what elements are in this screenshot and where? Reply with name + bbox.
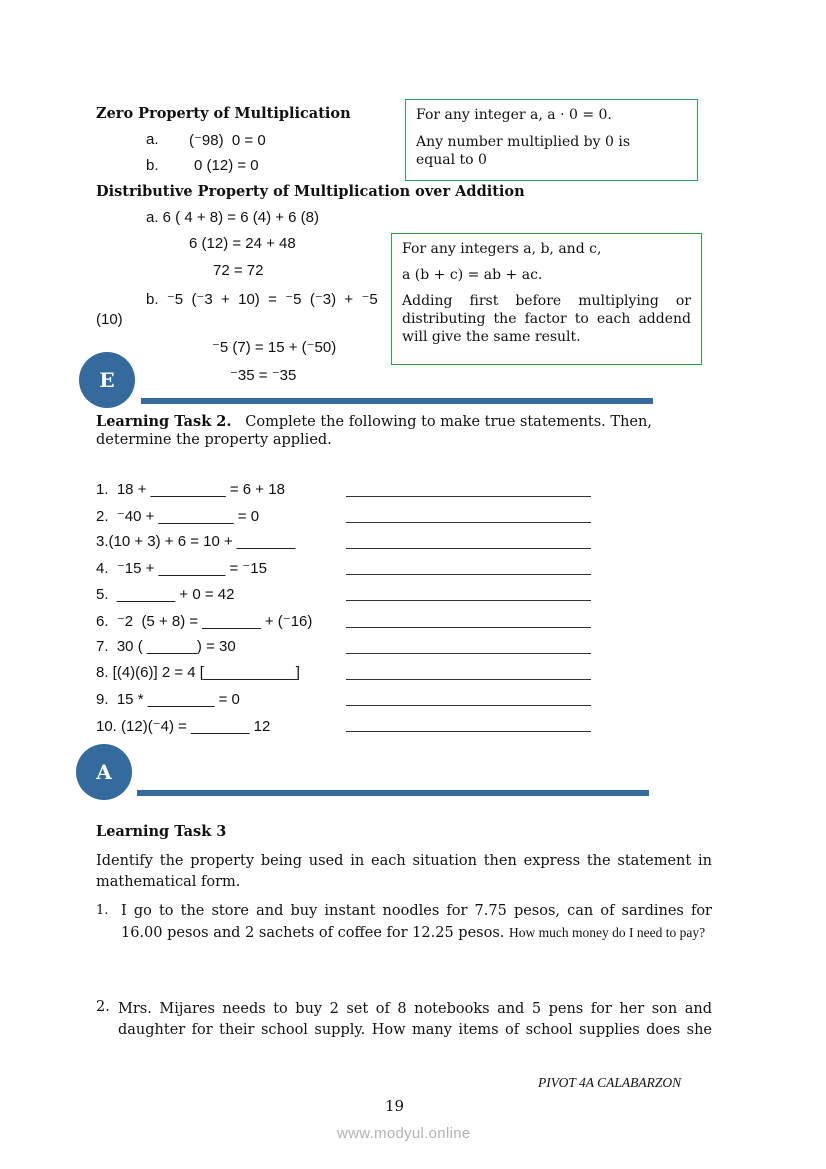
task2-answer-blank-10[interactable] bbox=[346, 731, 591, 732]
zero-box-line2: Any number multiplied by 0 is equal to 0 bbox=[416, 134, 631, 168]
distributive-example-a-line2: 6 (12) = 24 + 48 bbox=[189, 235, 296, 252]
zero-box-line1: For any integer a, a · 0 = 0. bbox=[416, 107, 612, 123]
task3-problem-1-question: How much money do I need to pay? bbox=[509, 925, 706, 940]
learning-task-2-intro bbox=[96, 413, 666, 449]
distributive-property-heading: Distributive Property of Multiplication over Addition bbox=[96, 183, 525, 200]
distributive-example-a-line3: 72 = 72 bbox=[213, 262, 264, 279]
task3-problem-1-text: I go to the store and buy instant noodles for 7.75 pesos, can of sardines for 16.00 pesos and 2 sachets of coffee for 12.25 pesos. bbox=[121, 903, 712, 941]
distributive-example-b-line3: ⁻35 = ⁻35 bbox=[230, 367, 297, 384]
task2-item-5: 5. _______ + 0 = 42 bbox=[96, 586, 235, 603]
task3-problem-2-number: 2. bbox=[96, 999, 110, 1015]
task2-answer-blank-2[interactable] bbox=[346, 522, 591, 523]
task2-item-4: 4. ⁻15 + ________ = ⁻15 bbox=[96, 560, 267, 577]
distributive-example-b-line1: b. ⁻5 (⁻3 + 10) = ⁻5 (⁻3) + ⁻5 bbox=[146, 291, 378, 308]
zero-example-b-label: b. bbox=[146, 157, 159, 174]
zero-property-definition-box bbox=[405, 99, 698, 181]
task2-answer-blank-7[interactable] bbox=[346, 653, 591, 654]
task2-item-7: 7. 30 ( ______) = 30 bbox=[96, 638, 236, 655]
section-a-divider bbox=[137, 790, 649, 796]
zero-example-b: 0 (12) = 0 bbox=[194, 157, 259, 174]
task2-answer-blank-4[interactable] bbox=[346, 574, 591, 575]
task2-item-3: 3.(10 + 3) + 6 = 10 + _______ bbox=[96, 533, 296, 550]
distributive-example-b-line2: ⁻5 (7) = 15 + (⁻50) bbox=[212, 339, 337, 356]
task2-item-1: 1. 18 + _________ = 6 + 18 bbox=[96, 481, 285, 498]
task3-problem-2-text: Mrs. Mijares needs to buy 2 set of 8 notebooks and 5 pens for her son and daughter for their school supply. How many items of school supplies does she bbox=[118, 1001, 712, 1038]
task2-answer-blank-3[interactable] bbox=[346, 548, 591, 549]
learning-task-3-title: Learning Task 3 bbox=[96, 823, 227, 840]
distributive-box-line1: For any integers a, b, and c, bbox=[402, 241, 602, 257]
zero-property-heading: Zero Property of Multiplication bbox=[96, 105, 351, 122]
learning-task-2-title: Learning Task 2. bbox=[96, 413, 232, 430]
distributive-box-line3: Adding first before multiplying or distributing the factor to each addend will give the same result. bbox=[402, 293, 691, 345]
distributive-example-b-wrap: (10) bbox=[96, 311, 123, 328]
zero-example-a: (⁻98) 0 = 0 bbox=[189, 132, 266, 149]
zero-example-a-label: a. bbox=[146, 131, 159, 148]
task2-item-2: 2. ⁻40 + _________ = 0 bbox=[96, 508, 260, 525]
distributive-example-a-line1: a. 6 ( 4 + 8) = 6 (4) + 6 (8) bbox=[146, 209, 319, 226]
footer-series: PIVOT 4A CALABARZON bbox=[538, 1075, 682, 1090]
task2-answer-blank-5[interactable] bbox=[346, 600, 591, 601]
section-e-divider bbox=[141, 398, 653, 404]
task2-item-10: 10. (12)(⁻4) = _______ 12 bbox=[96, 718, 271, 735]
distributive-property-definition-box bbox=[391, 233, 702, 365]
task2-item-8: 8. [(4)(6)] 2 = 4 [___________] bbox=[96, 664, 300, 681]
distributive-box-line2: a (b + c) = ab + ac. bbox=[402, 267, 543, 283]
task3-problem-1-number: 1. bbox=[96, 903, 109, 918]
task2-answer-blank-6[interactable] bbox=[346, 627, 591, 628]
section-e-badge: E bbox=[79, 352, 135, 408]
task2-answer-blank-8[interactable] bbox=[346, 679, 591, 680]
task2-item-6: 6. ⁻2 (5 + 8) = _______ + (⁻16) bbox=[96, 613, 313, 630]
section-a-badge: A bbox=[76, 744, 132, 800]
page-number: 19 bbox=[385, 1097, 405, 1115]
watermark: www.modyul.online bbox=[337, 1125, 471, 1142]
task2-answer-blank-1[interactable] bbox=[346, 496, 591, 497]
task2-answer-blank-9[interactable] bbox=[346, 705, 591, 706]
learning-task-3-instructions: Identify the property being used in each situation then express the statement in mathematical form. bbox=[96, 853, 712, 890]
learning-task-2-instructions: Complete the following to make true statements. Then, determine the property applied. bbox=[96, 414, 652, 448]
task2-item-9: 9. 15 * ________ = 0 bbox=[96, 691, 240, 708]
